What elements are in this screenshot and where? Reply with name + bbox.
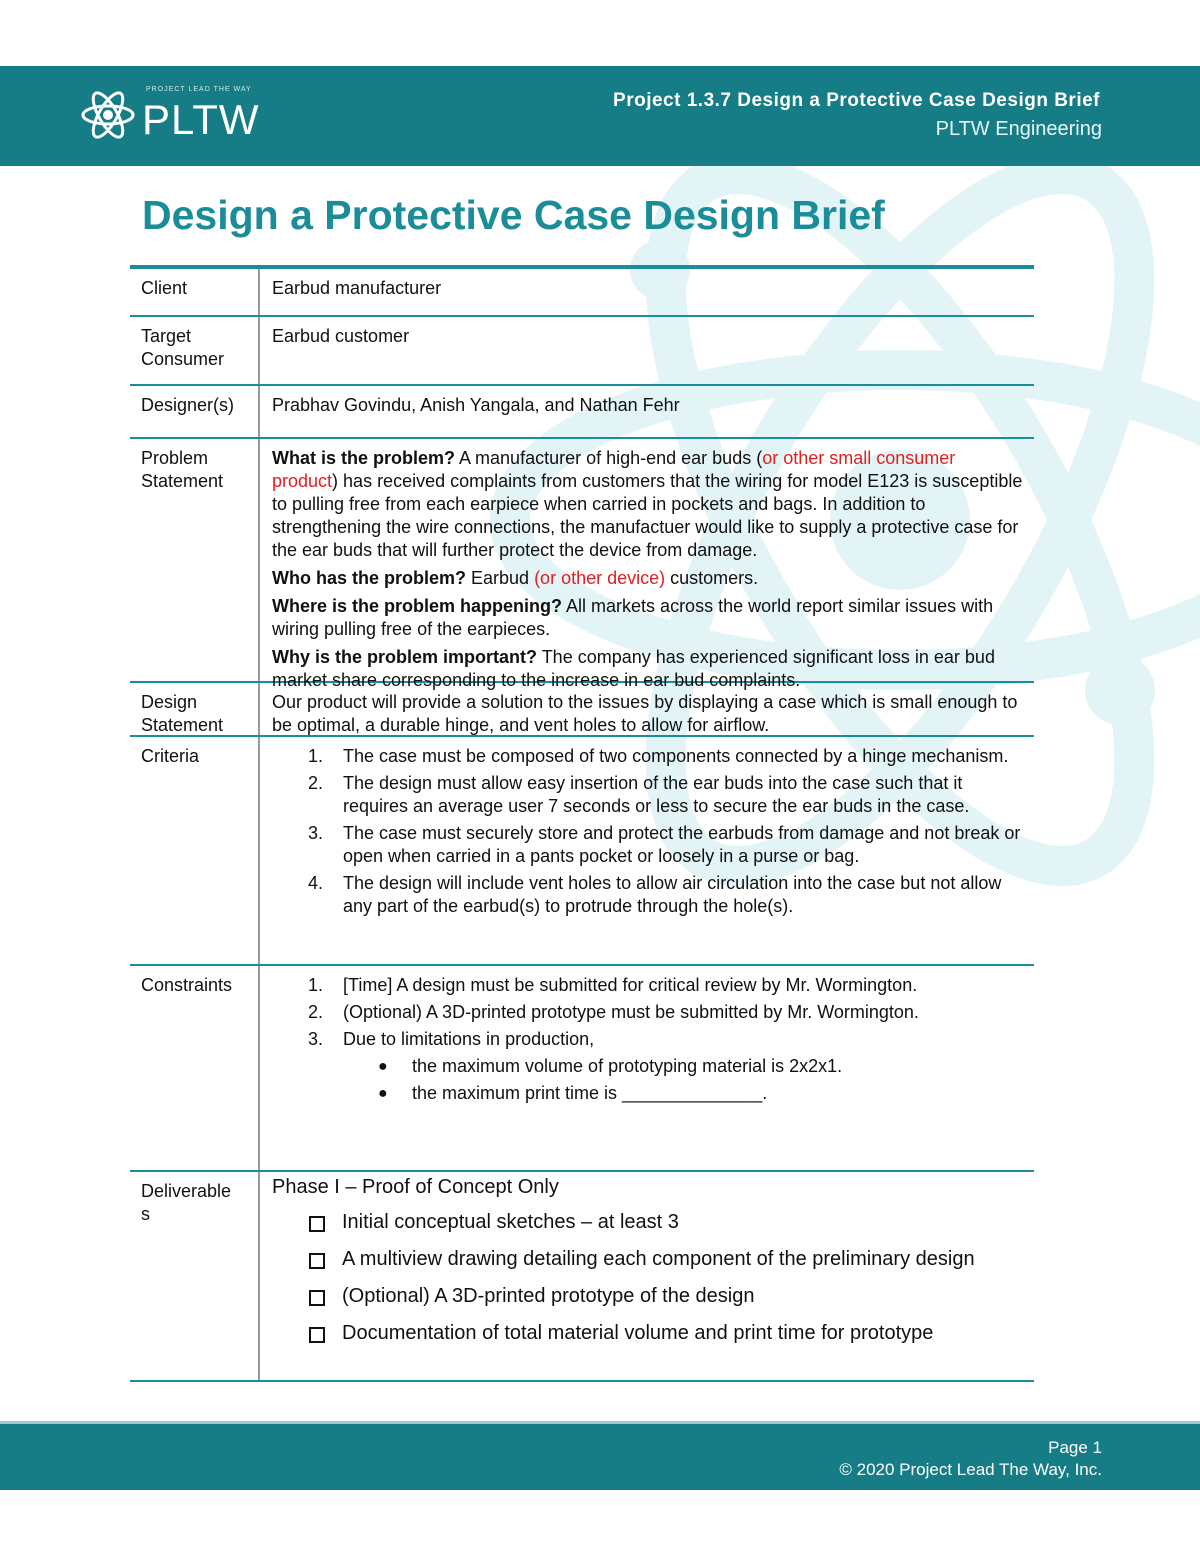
question-label: Who has the problem? xyxy=(272,568,467,588)
checkbox-icon xyxy=(309,1253,325,1269)
bullet-item: ● the maximum print time is ______________. xyxy=(378,1083,768,1103)
problem-statement-row xyxy=(130,439,1034,690)
page-header xyxy=(0,66,1200,166)
answer-text: ) has received complaints from customers that the wiring for model E123 is susceptible to pulling free from each earpiece when carried in pockets and bags. In addition to strengthening the wire connections, the manufactuer would like to supply a protective case for the ear buds that will further protect the device from damage. xyxy=(272,471,1023,560)
logo-tagline: PROJECT LEAD THE WAY xyxy=(146,86,252,93)
answer-text: Earbud xyxy=(466,568,535,588)
list-item: 2. (Optional) A 3D-printed prototype must be submitted by Mr. Wormington. xyxy=(308,1002,919,1022)
logo-wordmark: PLTW xyxy=(142,96,260,143)
problem-who xyxy=(272,567,1026,590)
deliverables-content xyxy=(260,1172,1034,1380)
client-row xyxy=(130,265,1034,317)
highlight-text: or other small consumer product xyxy=(272,448,956,491)
designers-value: Prabhav Govindu, Anish Yangala, and Nathan Fehr xyxy=(272,395,680,415)
question-label: Why is the problem important? xyxy=(272,647,538,667)
row-label: Constraints xyxy=(130,966,260,1170)
checklist-item: A multiview drawing detailing each component of the preliminary design xyxy=(272,1247,1026,1272)
problem-statement-content xyxy=(260,439,1034,690)
question-label: What is the problem? xyxy=(272,448,456,468)
row-label: Client xyxy=(130,269,260,315)
answer-text: The company has experienced significant loss in ear bud market share corresponding to the increase in ear bud complaints. xyxy=(272,647,995,690)
design-statement-value: Our product will provide a solution to the issues by displaying a case which is small enough to be optimal, a durable hinge, and vent holes to allow for airflow. xyxy=(272,692,1018,735)
checkbox-icon xyxy=(309,1216,325,1232)
list-item: 1. The case must be composed of two components connected by a hinge mechanism. xyxy=(308,746,1009,766)
question-label: Where is the problem happening? xyxy=(272,596,563,616)
row-label: Target Consumer xyxy=(130,317,260,384)
phase-heading: Phase I – Proof of Concept Only xyxy=(272,1176,559,1198)
deliverables-row xyxy=(130,1172,1034,1382)
design-brief-table xyxy=(130,265,1034,1382)
checklist-item: Documentation of total material volume and print time for prototype xyxy=(272,1321,1026,1346)
checklist-item: (Optional) A 3D-printed prototype of the design xyxy=(272,1284,1026,1309)
target-consumer-row xyxy=(130,317,1034,386)
design-statement-row xyxy=(130,683,1034,737)
pltw-logo xyxy=(80,82,270,148)
row-label: Designer(s) xyxy=(130,386,260,437)
list-item: 3. Due to limitations in production, xyxy=(308,1029,595,1049)
answer-text: customers. xyxy=(665,568,759,588)
checkbox-icon xyxy=(309,1290,325,1306)
criteria-content xyxy=(260,737,1034,964)
bullet-item: ● the maximum volume of prototyping material is 2x2x1. xyxy=(378,1056,843,1076)
list-item: 4. The design will include vent holes to allow air circulation into the case but not allow any part of the earbud(s) to protrude through the hole(s). xyxy=(308,873,1002,916)
row-label: Deliverables xyxy=(130,1172,260,1380)
answer-text: A manufacturer of high-end ear buds ( xyxy=(455,448,763,468)
page-number: Page 1 xyxy=(1048,1438,1102,1457)
page-footer xyxy=(0,1424,1200,1490)
document-title: Design a Protective Case Design Brief xyxy=(142,192,885,238)
highlight-text: (or other device) xyxy=(534,568,666,588)
client-value: Earbud manufacturer xyxy=(272,278,442,298)
target-consumer-value: Earbud customer xyxy=(272,326,410,346)
constraints-content xyxy=(260,966,1034,1170)
designers-row xyxy=(130,386,1034,439)
criteria-list xyxy=(272,745,1026,918)
atom-icon xyxy=(80,82,136,148)
copyright: © 2020 Project Lead The Way, Inc. xyxy=(839,1460,1102,1479)
list-item: 2. The design must allow easy insertion of the ear buds into the case such that it requires an average user 7 seconds or less to secure the ear buds in the case. xyxy=(308,773,970,816)
row-label: Design Statement xyxy=(130,683,260,735)
checklist-item: Initial conceptual sketches – at least 3 xyxy=(272,1210,1026,1235)
problem-where xyxy=(272,595,1026,641)
list-item: 3. The case must securely store and protect the earbuds from damage and not break or open when carried in a pants pocket or loosely in a purse or bag. xyxy=(308,823,1021,866)
header-title: Project 1.3.7 Design a Protective Case Design Brief xyxy=(613,90,1100,111)
answer-text: All markets across the world report similar issues with wiring pulling free of the earpieces. xyxy=(272,596,994,639)
constraints-list xyxy=(272,974,1026,1051)
constraints-row xyxy=(130,966,1034,1172)
problem-what xyxy=(272,447,1026,562)
list-item: 1. [Time] A design must be submitted for critical review by Mr. Wormington. xyxy=(308,975,918,995)
row-label: Criteria xyxy=(130,737,260,964)
checkbox-icon xyxy=(309,1327,325,1343)
row-label: Problem Statement xyxy=(130,439,260,681)
criteria-row xyxy=(130,737,1034,966)
header-subtitle: PLTW Engineering xyxy=(935,118,1102,140)
